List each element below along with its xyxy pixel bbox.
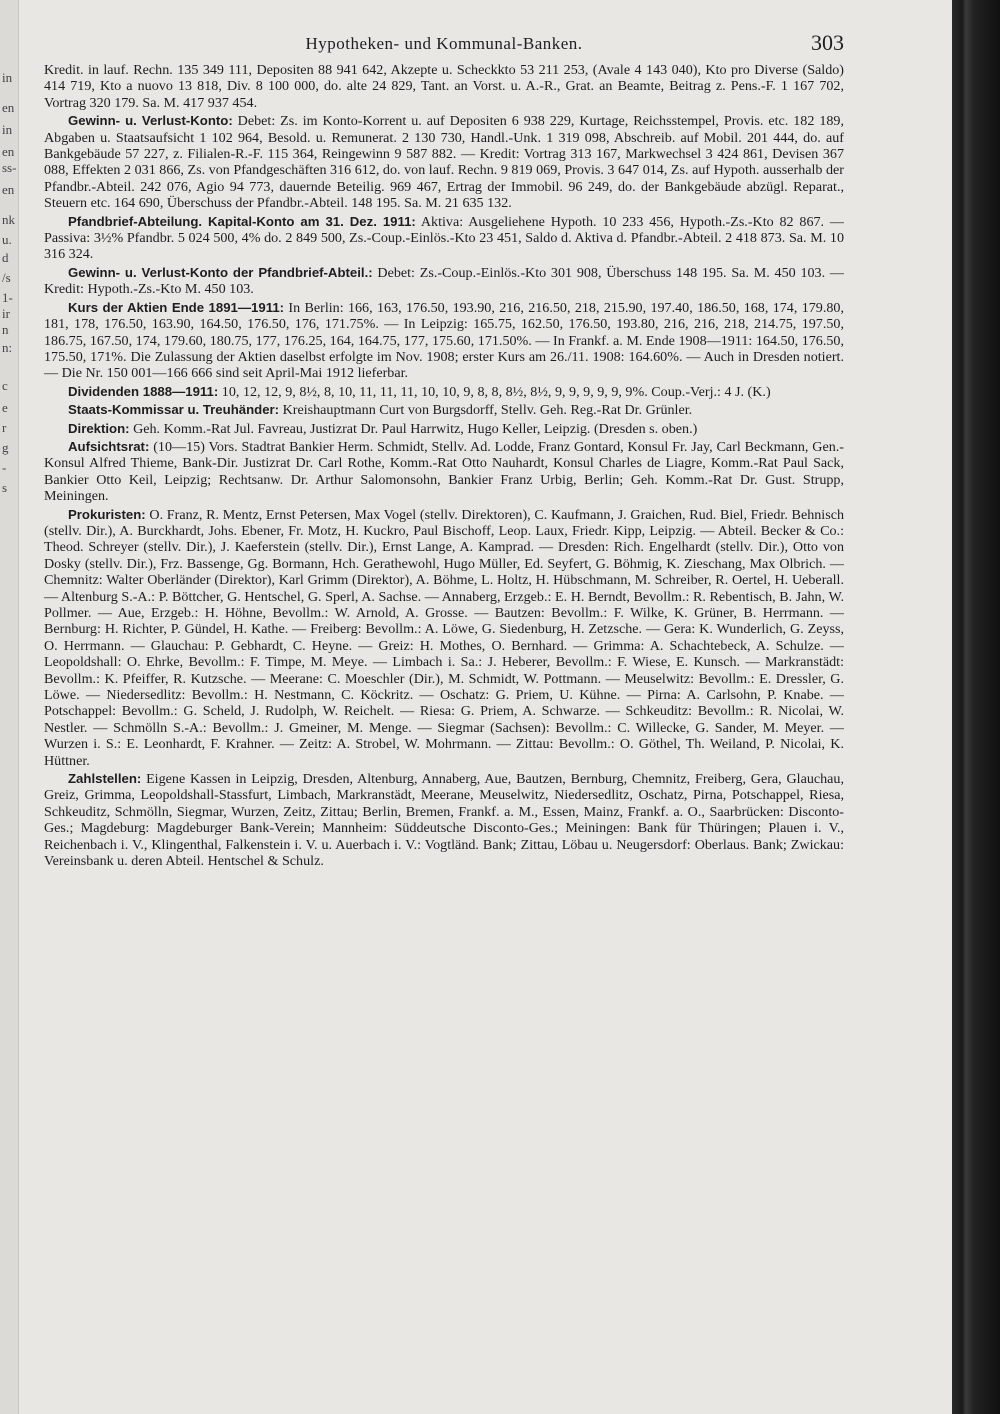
left-fragment: c bbox=[2, 378, 8, 393]
left-fragment: ss- bbox=[2, 160, 17, 175]
section-staats-kommissar bbox=[44, 402, 844, 418]
section-text: Eigene Kassen in Leipzig, Dresden, Altenburg, Annaberg, Aue, Bautzen, Bernburg, Chemnitz, Freiberg, Gera, Glauchau, Greiz, Grimma, Leopoldshall-Stassfurt, Limbach, Markranstädt, Meerane, Meuselwitz, Niedersedlitz, Oschatz, Pirna, Potschappel, Riesa, Schkeuditz, Schmölln, Siegmar, Wurzen, Zeitz, Zittau; Berlin, Bremen, Frankf. a. M., Essen, Mainz, Frankf. a. O., Saarbrücken: Disconto-Ges.; Magdeburg: Magdeburger Bank-Verein; Mannheim: Süddeutsche Disconto-Ges.; Meiningen: Bank für Thüringen; Plauen i. V., Reichenbach i. V., Klingenthal, Falkenstein i. V. u. Auerbach i. V.: Vogtländ. Bank; Zittau, Löbau u. Neugersdorf: Oberlaus. Bank; Zwickau: Vereinsbank u. deren Abteil. Hentschel & Schulz. bbox=[44, 771, 845, 870]
left-fragment: u. bbox=[2, 232, 12, 247]
left-fragment: nk bbox=[2, 212, 15, 227]
left-fragment: r bbox=[2, 420, 7, 435]
section-text: Kreishauptmann Curt von Burgsdorff, Stellv. Geh. Reg.-Rat Dr. Grünler. bbox=[282, 402, 693, 419]
left-fragment: en bbox=[2, 144, 15, 159]
section-pfandbrief-kapital bbox=[44, 214, 844, 263]
section-dividenden bbox=[44, 384, 844, 400]
section-aufsichtsrat bbox=[44, 439, 844, 505]
left-fragment: g bbox=[2, 440, 9, 455]
section-label: Zahlstellen: bbox=[68, 771, 142, 787]
left-fragment: e bbox=[2, 400, 8, 415]
section-pfandbrief-gewinn bbox=[44, 265, 844, 298]
section-text: In Berlin: 166, 163, 176.50, 193.90, 216, 216.50, 218, 215.90, 197.40, 186.50, 168, 174, 179.80, 181, 178, 176.50, 163.90, 164.50, 176.50, 176, 171.75%. — In Leipzig: 165.75, 162.50, 176.50, 193.80, 216, 216, 218, 214.75, 197.50, 186.75, 167.50, 174, 179.60, 180.75, 177, 176.25, 164, 164.75, 177, 175.60, 171.50%. — In Frankf. a. M. Ende 1908—1911: 164.50, 176.50, 175.50, 171%. Die Zulassung der Aktien daselbst erfolgte im Nov. 1908; erster Kurs am 26./11. 1908: 164.60%. — Auch in Dresden notiert. — Die Nr. 150 001—166 666 sind seit April-Mai 1912 lieferbar. bbox=[44, 299, 844, 382]
section-gewinn-verlust bbox=[44, 113, 844, 211]
left-fragment: ir bbox=[2, 306, 10, 321]
section-kurs bbox=[44, 300, 844, 382]
section-label: Gewinn- u. Verlust-Konto der Pfandbrief-Abteil.: bbox=[68, 264, 373, 280]
running-title: Hypotheken- und Kommunal-Banken. bbox=[305, 34, 583, 53]
section-label: Staats-Kommissar u. Treuhänder: bbox=[68, 402, 280, 418]
section-label: Kurs der Aktien Ende 1891—1911: bbox=[68, 299, 285, 315]
left-fragment: 1- bbox=[2, 290, 13, 305]
left-fragment: n: bbox=[2, 340, 13, 355]
section-text: Kredit. in lauf. Rechn. 135 349 111, Depositen 88 941 642, Akzepte u. Scheckkto 53 211 253, (Avale 4 143 040), Kto pro Diverse (Saldo) 414 719, Kto a nuovo 13 818, Div. 8 100 000, do. alte 24 829, Tant. an Vorst. u. A.-R., Grat. an Beamte, Beitrag z. Pens.-F. 1 167 702, Vortrag 320 179. Sa. M. 417 937 454. bbox=[44, 62, 844, 111]
page-header bbox=[44, 30, 844, 62]
left-fragment: en bbox=[2, 182, 15, 197]
left-fragment: en bbox=[2, 100, 15, 115]
section-label: Aufsichtsrat: bbox=[68, 438, 150, 454]
document-page bbox=[44, 30, 844, 1400]
section-text: 10, 12, 12, 9, 8½, 8, 10, 11, 11, 11, 10, 10, 9, 8, 8, 8½, 8½, 9, 9, 9, 9, 9, 9%. Coup.-Verj.: 4 J. (K.) bbox=[221, 383, 771, 400]
section-text: (10—15) Vors. Stadtrat Bankier Herm. Schmidt, Stellv. Ad. Lodde, Franz Gontard, Konsul Fr. Jay, Carl Beckmann, Gen.-Konsul Alfred Thieme, Bank-Dir. Justizrat Dr. Carl Rothe, Komm.-Rat Otto Nauhardt, Konsul Charles de Liagre, Komm.-Rat Paul Sack, Bankier Otto Keil, Leipzig; Rechtsanw. Dr. Arthur Salomonsohn, Bankier Franz Urbig, Berlin; Geh. Komm.-Rat Dr. Gust. Strupp, Meiningen. bbox=[44, 438, 845, 505]
section-label: Dividenden 1888—1911: bbox=[68, 383, 219, 399]
section-label: Gewinn- u. Verlust-Konto: bbox=[68, 113, 233, 129]
left-fragment: in bbox=[2, 70, 13, 85]
section-zahlstellen bbox=[44, 771, 844, 869]
section-text: Aktiva: Ausgeliehene Hypoth. 10 233 456, Hypoth.-Zs.-Kto 82 867. — Passiva: 3½% Pfandbr. 5 024 500, 4% do. 2 849 500, Zs.-Coup.-Einlös.-Kto 23 451, Saldo d. Aktiva d. Pfandbr.-Abteil. 2 418 873. Sa. M. 10 316 324. bbox=[44, 213, 844, 263]
book-binding-edge bbox=[952, 0, 1000, 1414]
section-direktion bbox=[44, 421, 844, 437]
left-fragment: s bbox=[2, 480, 8, 495]
section-text: Debet: Zs. im Konto-Korrent u. auf Depositen 6 938 229, Kurtage, Reichsstempel, Provis. etc. 182 189, Abgaben u. Staatsaufsicht 1 102 964, Besold. u. Remunerat. 2 130 730, Handl.-Unk. 1 319 098, Abschreib. auf Mobil. 201 444, do. auf Bankgebäude 57 227, z. Filialen-R.-F. 115 364, Reingewinn 9 587 882. — Kredit: Vortrag 313 167, Markwechsel 3 424 861, Devisen 367 088, Effekten 2 031 866, Zs. von Pfandgeschäften 316 612, do. von lauf. Rechn. 9 819 069, Provis. 3 647 014, Zs. auf Hypoth. ausserhalb der Pfandbr.-Abteil. 242 076, Agio 94 773, dauernde Beteilig. 969 467, Ertrag der Immobil. 96 249, do. der Bankgebäude abzügl. Reparat., Steuern etc. 164 690, Überschuss der Pfandbr.-Abteil. 148 195. Sa. M. 21 635 132. bbox=[44, 113, 844, 212]
section-prokuristen bbox=[44, 507, 844, 770]
left-fragment: /s bbox=[2, 270, 11, 285]
page-number: 303 bbox=[811, 30, 844, 55]
section-text: O. Franz, R. Mentz, Ernst Petersen, Max Vogel (stellv. Direktoren), C. Kaufmann, J. Graichen, Rud. Biel, Friedr. Behnisch (stellv. Dir.), A. Burckhardt, Johs. Ebener, Fr. Motz, H. Kuckro, Paul Bischoff, Leop. Laux, Friedr. Kipp, Leipzig. — Abteil. Becker & Co.: Theod. Schreyer (stellv. Dir.), J. Kaeferstein (stellv. Dir.), Ernst Lange, A. Kamprad. — Dresden: Rich. Engelhardt (stellv. Dir.), Otto von Dosky (stellv. Dir.), Frz. Bassenge, Gg. Bormann, Hch. Gerathewohl, Hugo Müller, Ed. Seyfert, G. Böhmig, K. Zieschang, Max Olbrich. — Chemnitz: Walter Oberländer (Direktor), Karl Grimm (Direktor), A. Böhme, L. Holtz, H. Hübschmann, M. Schreiber, R. Oertel, H. Ueberall. — Altenburg S.-A.: P. Böttcher, G. Hentschel, G. Sperl, A. Sachse. — Annaberg, Erzgeb.: E. H. Berndt, Bevollm.: R. Rebentisch, B. Jahn, W. Pollmer. — Aue, Erzgeb.: H. Höhne, Bevollm.: W. Arnold, A. Grosse. — Bautzen: Bevollm.: F. Wilke, K. Grüner, B. Herrmann. — Bernburg: H. Richter, P. Gündel, H. Kathe. — Freiberg: Bevollm.: A. Löwe, G. Siedenburg, H. Zetzsche. — Gera: K. Wunderlich, G. Zeyss, O. Herrmann. — Glauchau: P. Gebhardt, C. Heyne. — Greiz: H. Mothes, O. Bernhard. — Grimma: A. Schachtebeck, A. Schulze. — Leopoldshall: O. Ehrke, Bevollm.: F. Timpe, M. Meye. — Limbach i. Sa.: J. Heberer, Bevollm.: F. Wiese, E. Kunsch. — Markranstädt: Bevollm.: K. Pfeiffer, R. Kutzsche. — Meerane: C. Moeschler (Dir.), M. Schmidt, W. Pottmann. — Meuselwitz: Bevollm.: E. Dressler, G. Löwe. — Niedersedlitz: Bevollm.: H. Nestmann, C. Köckritz. — Oschatz: G. Priem, U. Kühne. — Pirna: A. Carlsohn, P. Knabe. — Potschappel: Bevollm.: G. Scheld, J. Rudolph, W. Reichelt. — Riesa: G. Priem, A. Schwarze. — Schkeuditz: Bevollm.: R. Nicolai, W. Nestler. — Schmölln S.-A.: Bevollm.: J. Gmeiner, M. Menge. — Siegmar (Sachsen): Bevollm.: C. Willecke, G. Sander, M. Meyer. — Wurzen i. S.: E. Leonhardt, F. Krahner. — Zeitz: A. Strobel, W. Mohrmann. — Zittau: Bevollm.: O. Göthel, Th. Weiland, P. Nicolai, K. Hüttner. bbox=[44, 506, 844, 769]
left-fragment: - bbox=[2, 460, 7, 475]
section-label: Prokuristen: bbox=[68, 506, 146, 522]
left-fragment: d bbox=[2, 250, 9, 265]
section-text: Geh. Komm.-Rat Jul. Favreau, Justizrat Dr. Paul Harrwitz, Hugo Keller, Leipzig. (Dresden s. oben.) bbox=[133, 420, 698, 437]
section-kredit bbox=[44, 62, 844, 111]
section-label: Pfandbrief-Abteilung. Kapital-Konto am 31. Dez. 1911: bbox=[68, 213, 416, 229]
section-text: Debet: Zs.-Coup.-Einlös.-Kto 301 908, Überschuss 148 195. Sa. M. 450 103. — Kredit: Hypoth.-Zs.-Kto M. 450 103. bbox=[44, 264, 844, 298]
section-label: Direktion: bbox=[68, 420, 130, 436]
left-fragment: n bbox=[2, 322, 9, 337]
left-fragment: in bbox=[2, 122, 13, 137]
